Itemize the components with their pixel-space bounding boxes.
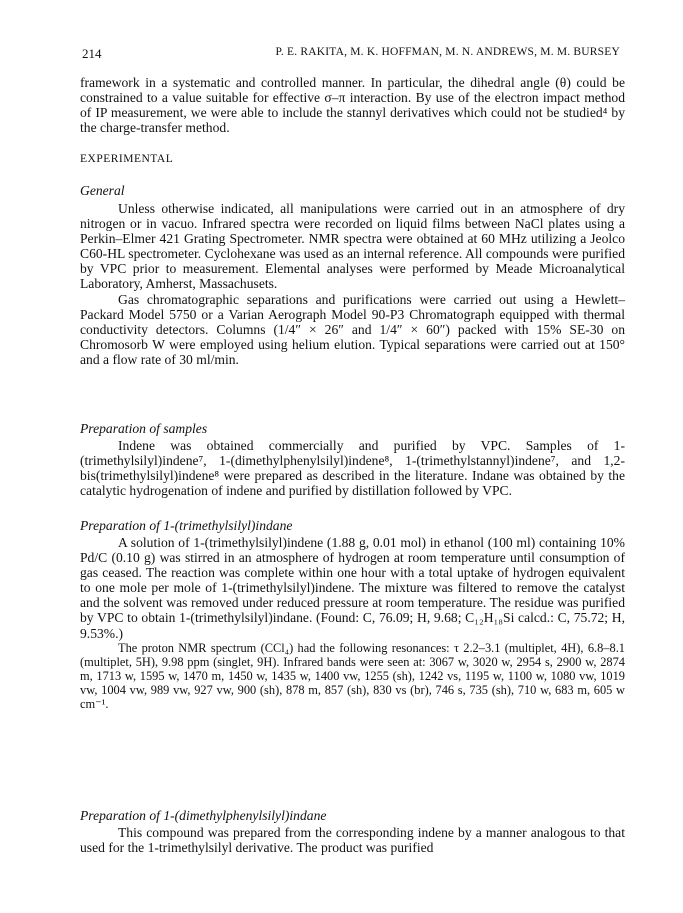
general-paragraph-1: Unless otherwise indicated, all manipulations were carried out in an atmosphere of dry nitrogen or in vacuo. Infrared spectra were recorded on liquid films between NaCl plates using a Perkin–Elmer 421 Grating Spectrometer. NMR spectra were obtained at 60 MHz utilizing a Jeolco C60-HL spectrometer. Cyclohexane was used as an internal reference. All compounds were purified by VPC prior to measurement. Elemental analyses were performed by Meade Microanalytical Laboratory, Amherst, Massachusets.	[80, 201, 625, 292]
general-paragraph-2: Gas chromatographic separations and purifications were carried out using a Hewlett–Packard Model 5750 or a Varian Aerograph Model 90-P3 Chromatograph equipped with thermal conductivity detectors. Columns (1/4″ × 26″ and 1/4″ × 60″) packed with 15% SE-30 on Chromosorb W were employed using helium elution. Typical separations were carried out at 150° and a flow rate of 30 ml/min.	[80, 291, 625, 367]
experimental-heading: EXPERIMENTAL	[80, 153, 174, 165]
author-line: P. E. RAKITA, M. K. HOFFMAN, M. N. ANDREWS, M. M. BURSEY	[275, 46, 620, 58]
trimethylsilyl-indane-paragraph: A solution of 1-(trimethylsilyl)indene (1.88 g, 0.01 mol) in ethanol (100 ml) containing 10% Pd/C (0.10 g) was stirred in an atmosphere of hydrogen at room temperature until consumption of gas ceased. The reaction was complete within one hour with a total uptake of hydrogen equivalent to one mole per mole of 1-(trimethylsilyl)indene. The mixture was filtered to remove the catalyst and the solvent was removed under reduced pressure at room temperature. The residue was purified by VPC to obtain 1-(trimethylsilyl)indane. (Found: C, 76.09; H, 9.68; C₁₂H₁₈Si calcd.: C, 75.72; H, 9.53%.)	[80, 535, 625, 641]
page-number: 214	[82, 46, 102, 61]
dimethylphenylsilyl-indane-heading: Preparation of 1-(dimethylphenylsilyl)indane	[80, 808, 327, 823]
general-heading: General	[80, 183, 125, 198]
intro-block	[80, 75, 625, 135]
intro-paragraph: framework in a systematic and controlled manner. In particular, the dihedral angle (θ) could be constrained to a value suitable for effective σ–π interaction. By use of the electron impact method of IP measurement, we were able to include the stannyl derivatives which could not be studied⁴ by the charge-transfer method.	[80, 75, 625, 136]
samples-heading: Preparation of samples	[80, 421, 208, 436]
samples-block	[80, 438, 625, 498]
general-block	[80, 201, 625, 367]
nmr-ir-paragraph: The proton NMR spectrum (CCl₄) had the following resonances: τ 2.2–3.1 (multiplet, 4H), 6.8–8.1 (multiplet, 5H), 9.98 ppm (singlet, 9H). Infrared bands were seen at: 3067 w, 3020 w, 2954 s, 2900 w, 2874 m, 1713 w, 1595 w, 1470 m, 1450 w, 1435 w, 1400 vw, 1255 (sh), 1242 vs, 1195 w, 1100 w, 1080 vw, 1019 vw, 1004 vw, 989 vw, 927 vw, 900 (sh), 878 m, 857 (sh), 830 vs (br), 746 s, 735 (sh), 710 w, 683 m, 605 w cm⁻¹.	[80, 640, 625, 712]
trimethylsilyl-indane-block	[80, 535, 625, 712]
trimethylsilyl-indane-heading: Preparation of 1-(trimethylsilyl)indane	[80, 518, 293, 533]
dimethylphenylsilyl-indane-paragraph: This compound was prepared from the corresponding indene by a manner analogous to that used for the 1-trimethylsilyl derivative. The product was purified	[80, 825, 625, 856]
dimethylphenylsilyl-indane-block	[80, 825, 625, 855]
samples-paragraph: Indene was obtained commercially and purified by VPC. Samples of 1-(trimethylsilyl)indene⁷, 1-(dimethylphenylsilyl)indene⁸, 1-(trimethylstannyl)indene⁷, and 1,2-bis(trimethylsilyl)indene⁸ were prepared as described in the literature. Indane was obtained by the catalytic hydrogenation of indene and purified by distillation followed by VPC.	[80, 438, 625, 499]
